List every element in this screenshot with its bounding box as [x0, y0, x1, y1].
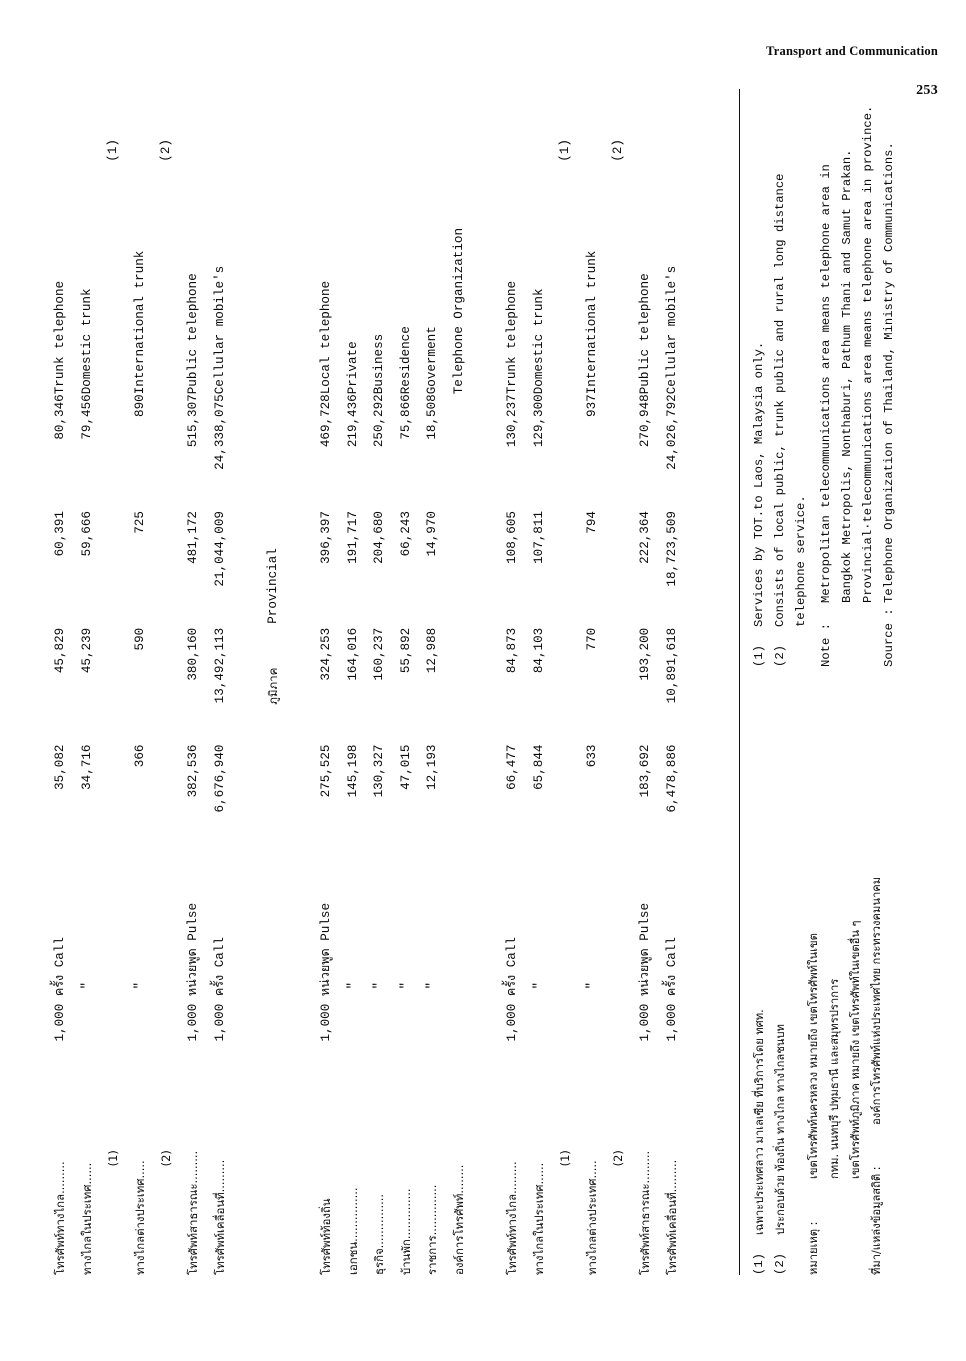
- row-label-thai: โทรศัพท์สาธารณะ.........: [638, 1150, 653, 1275]
- footnote-marker-thai: (2): [611, 1149, 626, 1166]
- note-label: Note :: [819, 622, 833, 667]
- table-row: [659, 87, 686, 1275]
- ditto-mark: ": [425, 981, 440, 989]
- table-row: [340, 87, 367, 1275]
- row-label-thai: โทรศัพท์ทางไกล.........: [505, 1160, 520, 1275]
- row-unit: 1,000 ครั้ง Call: [664, 936, 679, 1041]
- ditto-mark: ": [584, 981, 599, 989]
- row-label-thai: โทรศัพท์ท้องถิ่น: [318, 1197, 333, 1275]
- row-unit: [526, 861, 553, 1041]
- row-value-2: 193,200: [638, 627, 653, 681]
- page-number: 253: [916, 83, 938, 98]
- row-unit: 1,000 หน่วยพูด Pulse: [638, 902, 653, 1041]
- row-value-4: 24,338,075: [212, 393, 227, 470]
- row-value-4: 80,346: [53, 393, 67, 440]
- row-label-english: Residence: [398, 325, 413, 394]
- group-heading-thai: ภูมิภาค: [265, 667, 280, 705]
- row-label-english: Public telephone: [638, 272, 653, 394]
- row-value-3: 60,391: [53, 510, 67, 556]
- row-unit: [340, 861, 367, 1041]
- row-unit: 1,000 หน่วยพูด Pulse: [185, 902, 200, 1041]
- table-row: [153, 87, 180, 1275]
- row-spacer: [473, 87, 500, 1275]
- footnote-mark: (2): [773, 644, 787, 667]
- row-label-thai: บ้านพัก..............: [398, 1187, 413, 1275]
- table-row: [100, 87, 127, 1275]
- row-value-2: 10,891,618: [664, 627, 679, 703]
- table-row: [366, 87, 393, 1275]
- row-value-3: 191,717: [345, 510, 360, 564]
- row-value-1: 12,193: [425, 744, 440, 790]
- row-value-2: 84,873: [505, 627, 520, 673]
- table-row: [393, 87, 420, 1275]
- row-label-english: Cellular mobile's: [664, 265, 679, 394]
- row-label-english: Public telephone: [185, 272, 200, 394]
- row-value-1: 66,477: [505, 744, 520, 790]
- footnote-item: [749, 695, 770, 1275]
- footnotes-thai: [749, 695, 900, 1275]
- footnote-item: [770, 87, 812, 667]
- group-heading-row: [260, 87, 287, 1275]
- table-row: [74, 87, 101, 1275]
- row-label-english: International trunk: [132, 250, 147, 394]
- row-unit: [393, 861, 420, 1041]
- source-label: ที่มา/แหล่งข้อมูลสถิติ :: [870, 1166, 883, 1275]
- footnote-text: Consists of local public, trunk public and rural long distance telephone service.: [773, 173, 808, 627]
- source-label: Source :: [882, 607, 896, 667]
- ditto-mark: ": [79, 981, 94, 989]
- row-value-2: 45,829: [53, 627, 67, 673]
- row-label-english: International trunk: [584, 250, 599, 394]
- footnote-item: [770, 695, 791, 1275]
- table-row: [419, 87, 446, 1275]
- footnote-item: [749, 87, 770, 667]
- row-value-1: 275,525: [318, 744, 333, 797]
- telephone-statistics-table: [47, 87, 685, 1275]
- row-value-4: 937: [584, 393, 599, 417]
- row-value-2: 590: [132, 627, 147, 650]
- table-row: [180, 87, 207, 1275]
- row-label-thai: โทรศัพท์เคลื่อนที่.........: [212, 1159, 227, 1275]
- row-spacer: [286, 87, 313, 1275]
- footnote-divider: [739, 89, 740, 1275]
- row-value-3: 108,605: [505, 510, 520, 564]
- table-row: [313, 87, 340, 1275]
- row-label-thai: ธุรกิจ...............: [372, 1193, 387, 1275]
- row-label-english: Domestic trunk: [531, 287, 546, 394]
- footnote-marker-english: (1): [558, 138, 573, 162]
- row-value-2: 12,988: [425, 627, 440, 673]
- row-value-1: 382,536: [185, 744, 200, 797]
- row-value-3: 14,970: [425, 510, 440, 556]
- footnote-text: เฉพาะประเทศลาว มาเลเซีย ที่บริการโดย ทศท.: [753, 1008, 766, 1235]
- row-label-thai: เอกชน...............: [345, 1187, 360, 1275]
- row-value-1: 145,198: [345, 744, 360, 797]
- row-label-english: Domestic trunk: [79, 287, 94, 394]
- row-value-2: 164,016: [345, 627, 360, 681]
- row-unit: 1,000 ครั้ง Call: [53, 936, 67, 1041]
- row-value-3: 481,172: [185, 510, 200, 564]
- footnote-marker-english: (2): [611, 138, 626, 162]
- row-value-4: 129,300: [531, 393, 546, 447]
- source-text: องค์การโทรศัพท์แห่งประเทศไทย กระทรวงคมนาคม: [870, 876, 883, 1125]
- table-row: [47, 87, 74, 1275]
- row-value-3: 66,243: [398, 510, 413, 556]
- row-value-4: 18,508: [425, 393, 440, 440]
- row-value-1: 65,844: [531, 744, 546, 790]
- row-value-3: 107,811: [531, 510, 546, 564]
- row-unit: 1,000 ครั้ง Call: [212, 936, 227, 1041]
- row-label-thai: ทางไกลในประเทศ......: [79, 1162, 94, 1275]
- footnote-marker-thai: (1): [558, 1149, 573, 1166]
- row-value-3: 396,397: [318, 510, 333, 564]
- row-value-1: 633: [584, 744, 599, 767]
- footnote-mark: (1): [752, 644, 766, 667]
- ditto-mark: ": [132, 981, 147, 989]
- row-value-3: 204,680: [372, 510, 387, 564]
- row-value-4: 469,728: [318, 393, 333, 447]
- row-unit: 1,000 หน่วยพูด Pulse: [318, 902, 333, 1041]
- row-label-thai: ทางไกลในประเทศ......: [531, 1162, 546, 1275]
- row-value-3: 794: [584, 510, 599, 534]
- row-value-3: 725: [132, 510, 147, 534]
- footnote-block: [749, 87, 900, 1275]
- ditto-mark: ": [345, 981, 360, 989]
- row-value-1: 183,692: [638, 744, 653, 797]
- row-label-thai: โทรศัพท์ทางไกล.........: [53, 1160, 67, 1275]
- row-value-1: 6,478,886: [664, 744, 679, 813]
- footnote-text: Services by TOT.to Laos, Malaysia only.: [752, 341, 766, 627]
- row-label-english: Private: [345, 340, 360, 394]
- table-row: [207, 87, 234, 1275]
- row-label-thai: ทางไกลต่างประเทศ.....: [584, 1159, 599, 1275]
- row-value-3: 18,723,509: [664, 510, 679, 587]
- note-block-thai: [803, 695, 866, 1275]
- row-value-3: 222,364: [638, 510, 653, 564]
- note-block-english: [816, 87, 879, 667]
- row-label-thai: โทรศัพท์เคลื่อนที่.........: [664, 1159, 679, 1275]
- row-value-2: 324,253: [318, 627, 333, 681]
- group-heading-english: Provincial: [265, 547, 280, 624]
- note-line: Metropolitan telecommunications area means telephone area in: [819, 163, 833, 603]
- footnote-marker-thai: (1): [106, 1149, 121, 1166]
- table-row: [127, 87, 154, 1275]
- row-label-english: Trunk telephone: [505, 280, 520, 394]
- row-value-4: 250,292: [372, 393, 387, 447]
- row-label-english: Cellular mobile's: [212, 265, 227, 394]
- section-title: Transport and Communication: [766, 44, 938, 58]
- row-label-thai: โทรศัพท์สาธารณะ.........: [185, 1150, 200, 1275]
- row-value-3: 21,044,009: [212, 510, 227, 587]
- row-value-4: 219,436: [345, 393, 360, 447]
- row-value-2: 55,892: [398, 627, 413, 673]
- row-unit: [127, 861, 154, 1041]
- row-label-thai: ราชการ..............: [425, 1184, 440, 1275]
- row-value-4: 75,866: [398, 393, 413, 440]
- row-label-english: Local telephone: [318, 280, 333, 394]
- row-value-2: 84,103: [531, 627, 546, 673]
- row-value-4: 890: [132, 393, 147, 417]
- footnote-text: ประกอบด้วย ท้องถิ่น ทางไกล ทางไกลชนบท: [774, 1023, 787, 1235]
- note-line: กทม. นนทบุรี ปทุมธานี และสมุทรปราการ: [828, 978, 841, 1179]
- row-value-4: 515,307: [185, 393, 200, 447]
- row-label-english: Trunk telephone: [53, 280, 67, 394]
- statistics-table: [47, 87, 685, 1275]
- note-line: Bangkok Metropolis, Nonthaburi, Pathum Thani and Samut Prakan.: [840, 149, 854, 603]
- source-block-english: [879, 87, 900, 667]
- source-text: Telephone Organization of Thailand, Ministry of Communications.: [882, 141, 896, 603]
- row-unit: [579, 861, 606, 1041]
- ditto-mark: ": [531, 981, 546, 989]
- row-value-2: 45,239: [79, 627, 94, 673]
- table-row: [605, 87, 632, 1275]
- row-unit: [366, 861, 393, 1041]
- row-value-1: 35,082: [53, 744, 67, 790]
- note-line: Provincial·telecommunications area means telephone area in province.: [861, 105, 875, 603]
- table-row: [552, 87, 579, 1275]
- row-value-2: 770: [584, 627, 599, 650]
- row-label-thai: องค์การโทรศัพท์........: [451, 1164, 466, 1275]
- source-block-thai: [866, 695, 887, 1275]
- footnote-marker-english: (2): [159, 138, 174, 162]
- row-unit: [74, 861, 101, 1041]
- row-label-thai: ทางไกลต่างประเทศ.....: [132, 1159, 147, 1275]
- note-label: หมายเหตุ :: [807, 1221, 820, 1275]
- footnote-mark: (1): [752, 1252, 766, 1275]
- table-row: [526, 87, 553, 1275]
- ditto-mark: ": [398, 981, 413, 989]
- row-label-english: Business: [372, 333, 387, 394]
- row-value-2: 380,160: [185, 627, 200, 681]
- row-value-4: 79,456: [79, 393, 94, 440]
- row-value-1: 6,676,940: [212, 744, 227, 813]
- row-unit: [419, 861, 446, 1041]
- row-value-1: 34,716: [79, 744, 94, 790]
- table-row: [446, 87, 473, 1275]
- row-value-3: 59,666: [79, 510, 94, 556]
- row-unit: 1,000 ครั้ง Call: [505, 936, 520, 1041]
- row-value-1: 366: [132, 744, 147, 767]
- row-value-1: 47,015: [398, 744, 413, 790]
- row-value-4: 24,026,792: [664, 393, 679, 470]
- table-row: [632, 87, 659, 1275]
- row-value-4: 130,237: [505, 393, 520, 447]
- row-label-english: Goverment: [425, 325, 440, 394]
- footnote-marker-thai: (2): [159, 1149, 174, 1166]
- row-value-2: 160,237: [372, 627, 387, 681]
- row-spacer: [233, 87, 260, 1275]
- table-row: [499, 87, 526, 1275]
- ditto-mark: ": [372, 981, 387, 989]
- table-row: [579, 87, 606, 1275]
- note-line: เขตโทรศัพท์ภูมิภาค หมายถึง เขตโทรศัพท์ในเขตอื่น ๆ: [849, 919, 862, 1179]
- note-line: เขตโทรศัพท์นครหลวง หมายถึง เขตโทรศัพท์ในเขต: [807, 932, 820, 1179]
- footnote-mark: (2): [773, 1252, 787, 1275]
- footnote-marker-english: (1): [106, 138, 121, 162]
- row-value-1: 130,327: [372, 744, 387, 797]
- footnotes-english: [749, 87, 900, 695]
- row-value-2: 13,492,113: [212, 627, 227, 703]
- row-label-english: Telephone Organization: [451, 227, 466, 394]
- row-value-4: 270,948: [638, 393, 653, 447]
